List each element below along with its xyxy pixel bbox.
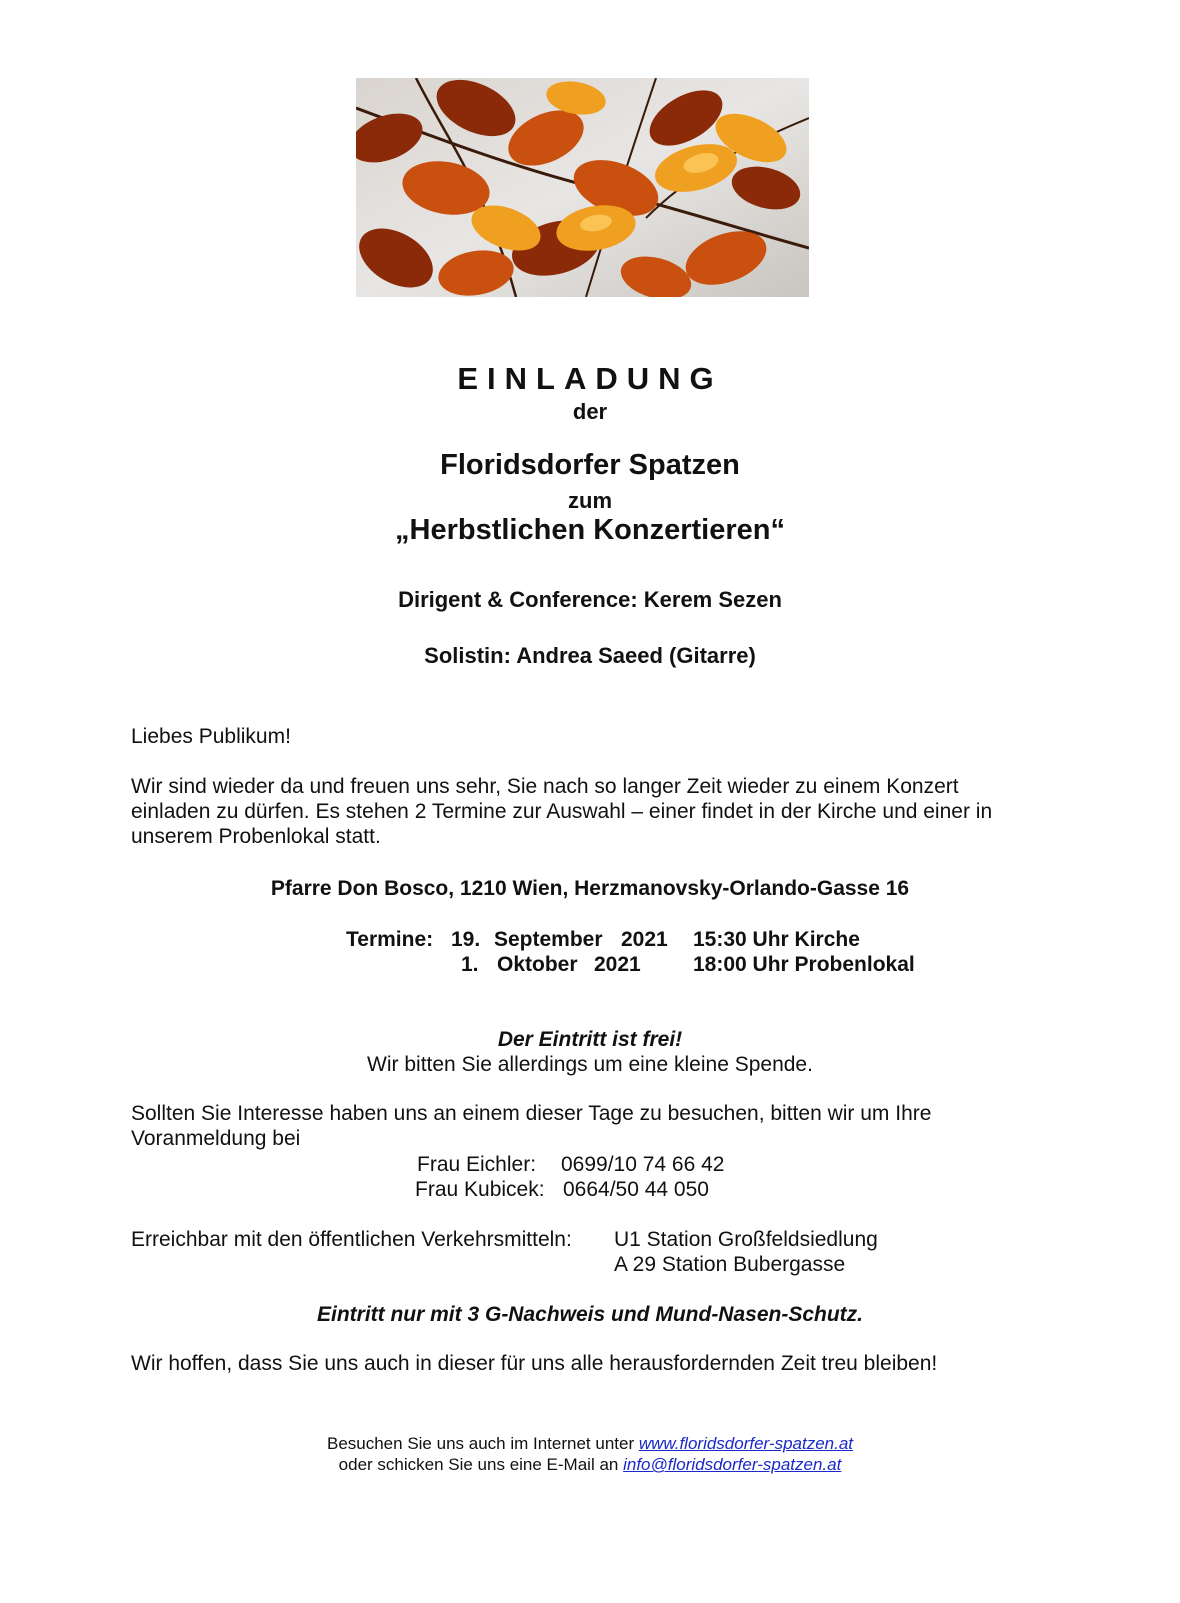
date-2-year: 2021 <box>594 953 641 976</box>
contact-phone: 0664/50 44 050 <box>563 1178 709 1201</box>
conductor-line: Dirigent & Conference: Kerem Sezen <box>398 587 782 612</box>
covid-notice: Eintritt nur mit 3 G-Nachweis und Mund-Nasen-Schutz. <box>316 1303 864 1326</box>
intro-line: Wir sind wieder da und freuen uns sehr, Sie nach so langer Zeit wieder zu einem Konzert <box>131 775 959 798</box>
transport-label: Erreichbar mit den öffentlichen Verkehrsmitteln: <box>131 1228 572 1251</box>
email-link[interactable]: info@floridsdorfer-spatzen.at <box>623 1455 842 1474</box>
dates-label: Termine: <box>346 928 434 951</box>
contact-name: Frau Eichler: <box>417 1153 537 1176</box>
footer-web-prefix: Besuchen Sie uns auch im Internet unter <box>326 1434 639 1453</box>
soloist-line: Solistin: Andrea Saeed (Gitarre) <box>424 643 756 668</box>
concert-title: „Herbstlichen Konzertieren“ <box>395 514 785 546</box>
invitation-title: EINLADUNG <box>457 361 723 396</box>
autumn-leaves-illustration <box>356 78 809 297</box>
date-2-month: Oktober <box>497 953 578 976</box>
website-link[interactable]: www.floridsdorfer-spatzen.at <box>638 1434 854 1453</box>
transport-option: U1 Station Großfeldsiedlung <box>614 1228 878 1251</box>
title-der: der <box>572 399 608 424</box>
date-1-day: 19. <box>451 928 481 951</box>
date-2-time: 18:00 Uhr Probenlokal <box>693 953 915 976</box>
footer-mail-prefix: oder schicken Sie uns eine E-Mail an <box>338 1455 624 1474</box>
registration-line-2: Voranmeldung bei <box>131 1127 301 1150</box>
title-zum: zum <box>568 488 612 513</box>
venue-address: Pfarre Don Bosco, 1210 Wien, Herzmanovsky-Orlando-Gasse 16 <box>270 877 910 900</box>
intro-paragraph <box>131 774 1061 849</box>
date-1-year: 2021 <box>621 928 668 951</box>
contact-name: Frau Kubicek: <box>415 1178 545 1201</box>
intro-line: einladen zu dürfen. Es stehen 2 Termine zur Auswahl – einer findet in der Kirche und einer in <box>131 800 993 823</box>
choir-name: Floridsdorfer Spatzen <box>440 449 740 481</box>
footer-mail-line <box>0 1455 1180 1475</box>
date-1-month: September <box>494 928 603 951</box>
greeting: Liebes Publikum! <box>131 725 291 748</box>
transport-option: A 29 Station Bubergasse <box>614 1253 846 1276</box>
closing-line: Wir hoffen, dass Sie uns auch in dieser für uns alle herausfordernden Zeit treu bleiben! <box>131 1352 938 1375</box>
autumn-leaves-photo <box>356 78 809 297</box>
donation-note: Wir bitten Sie allerdings um eine kleine Spende. <box>367 1053 813 1076</box>
footer-web-line <box>0 1434 1180 1454</box>
registration-line-1: Sollten Sie Interesse haben uns an einem dieser Tage zu besuchen, bitten wir um Ihre <box>131 1102 932 1125</box>
free-entry: Der Eintritt ist frei! <box>497 1028 683 1051</box>
intro-line: unserem Probenlokal statt. <box>131 825 381 848</box>
date-2-day: 1. <box>461 953 479 976</box>
date-1-time: 15:30 Uhr Kirche <box>693 928 860 951</box>
contact-phone: 0699/10 74 66 42 <box>561 1153 725 1176</box>
